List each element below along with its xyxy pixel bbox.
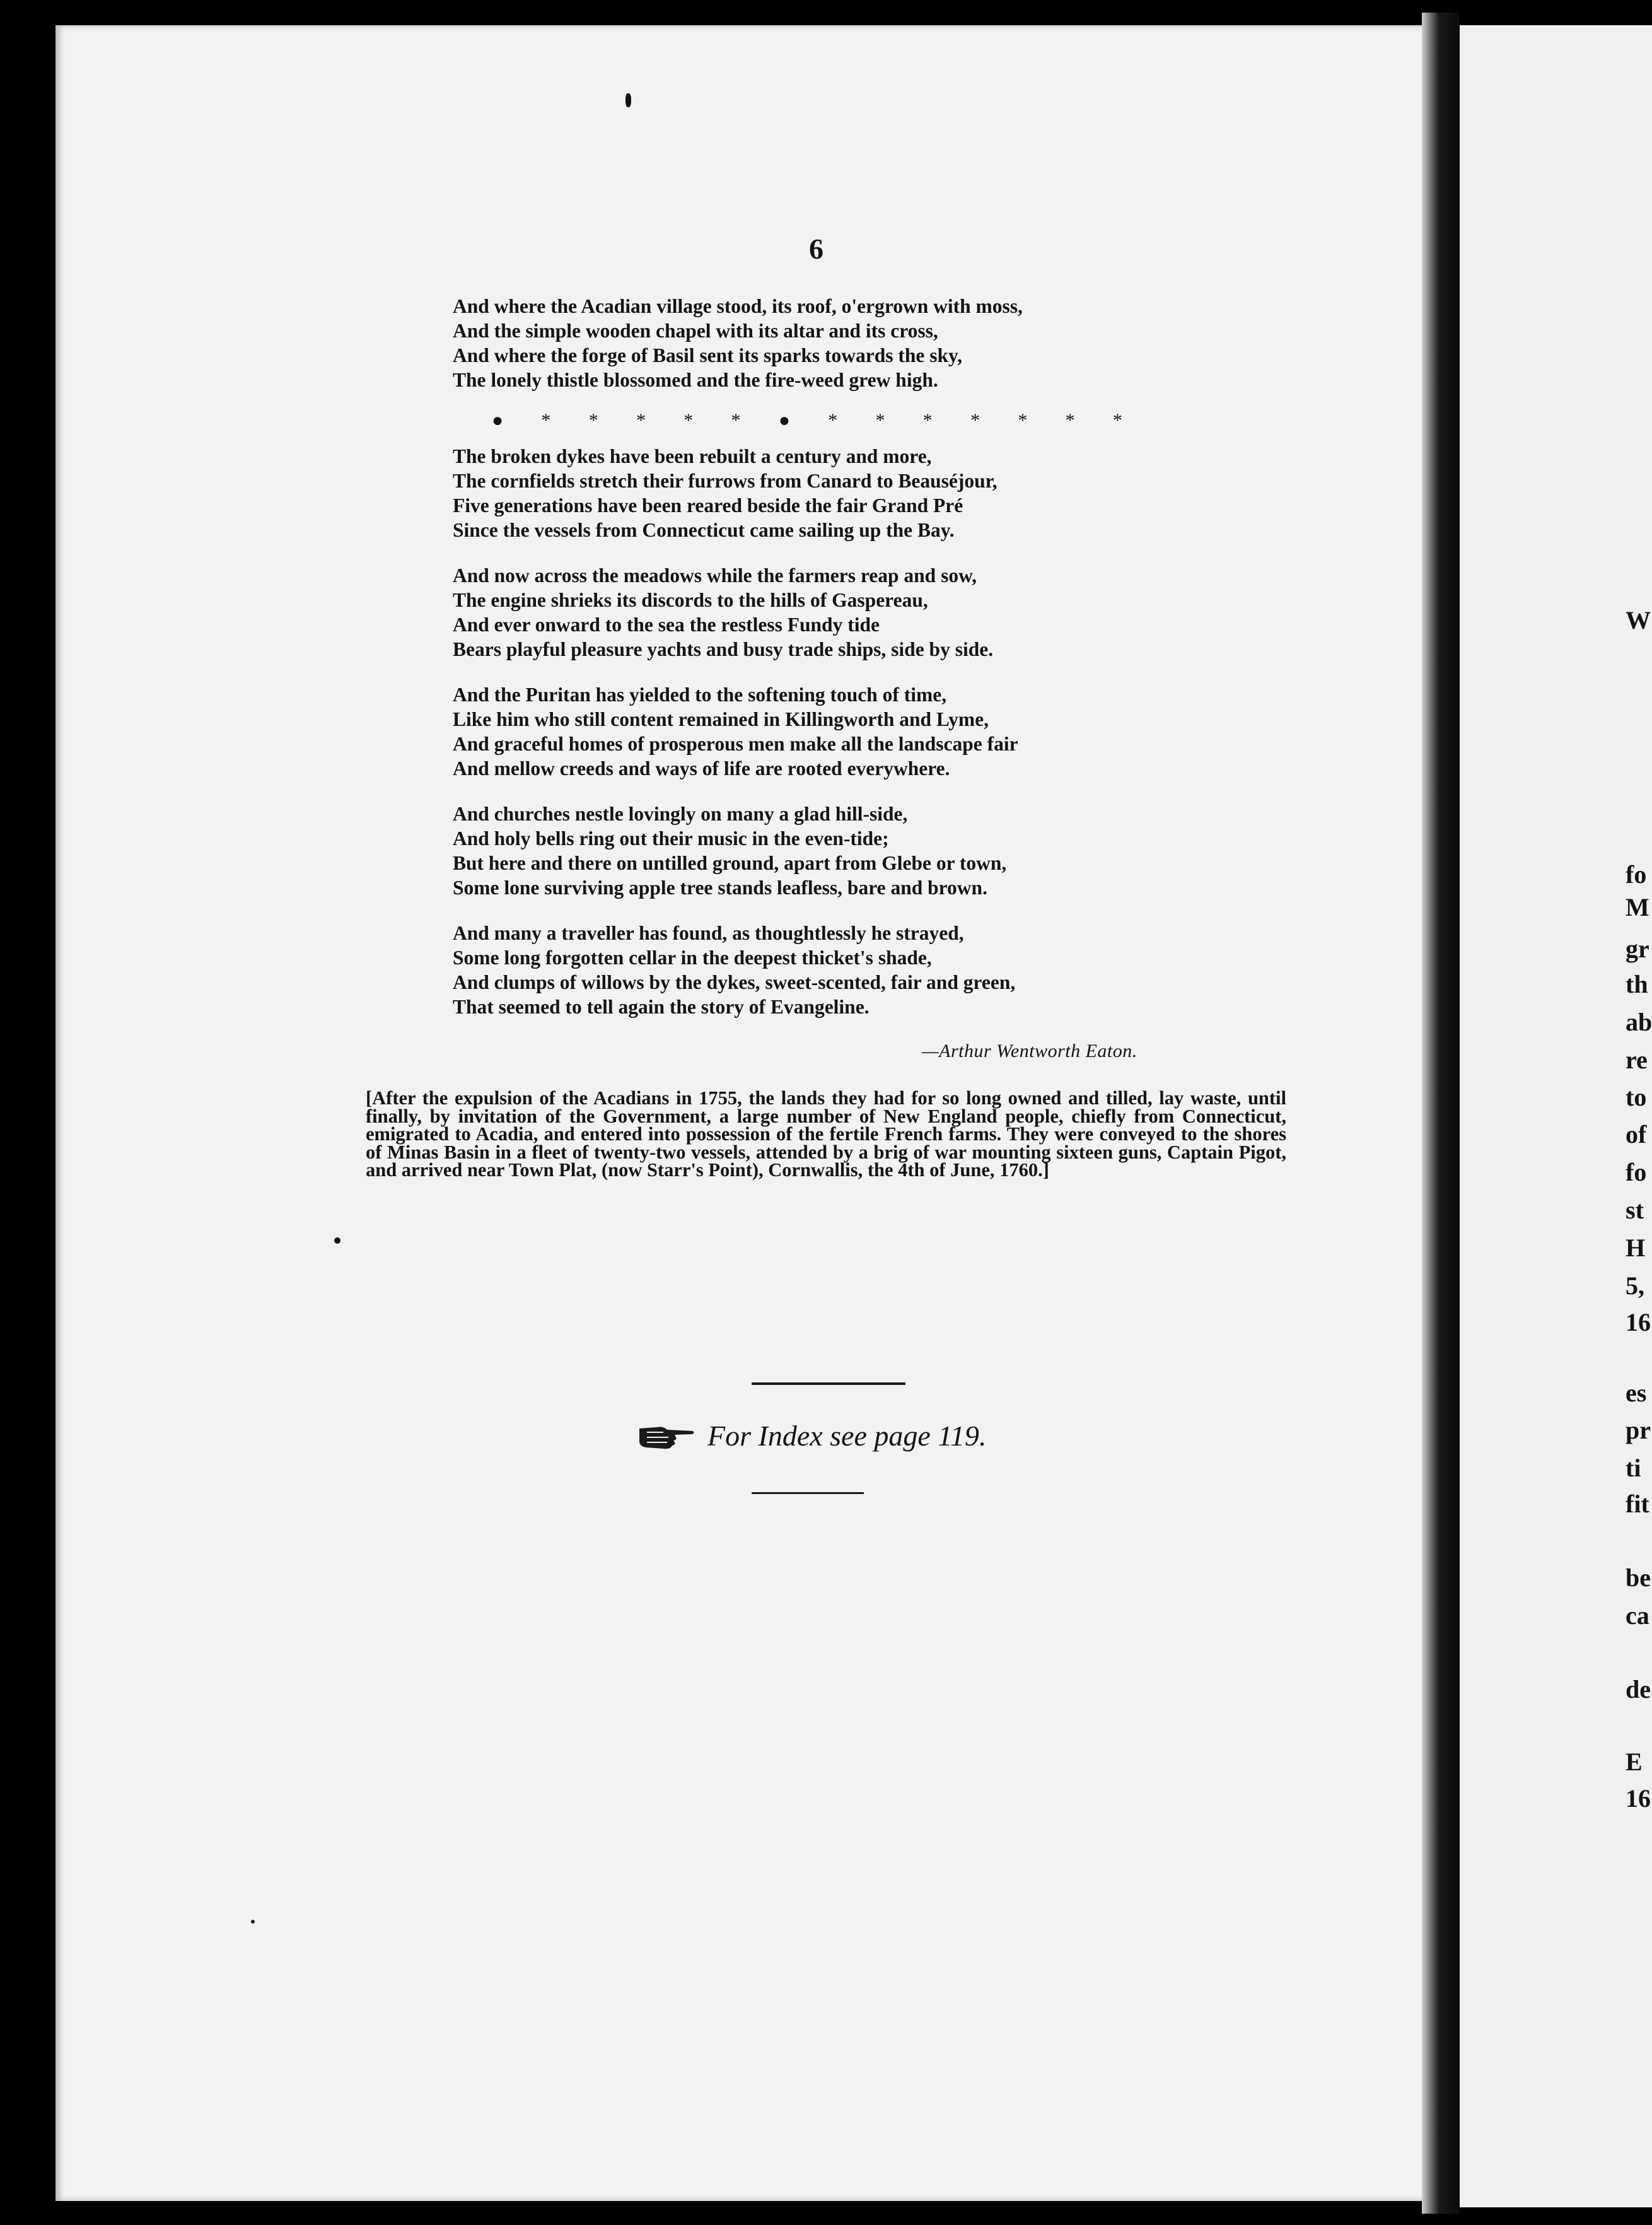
- poem-line: The lonely thistle blossomed and the fire-weed grew high.: [453, 369, 938, 391]
- index-reference-text: For Index see page 119.: [707, 1420, 987, 1452]
- stanza: [453, 921, 1209, 1019]
- text-fragment: gr: [1626, 935, 1649, 963]
- text-fragment: H: [1626, 1234, 1646, 1262]
- poem-line: The cornfields stretch their furrows from Canard to Beauséjour,: [453, 470, 998, 492]
- poem-line: And mellow creeds and ways of life are rooted everywhere.: [453, 757, 950, 780]
- poem-line: And where the forge of Basil sent its sparks towards the sky,: [453, 344, 962, 366]
- page-number: 6: [809, 233, 823, 265]
- stanza-separator: ● * * * * * ● * * * * * * *: [492, 410, 1122, 431]
- text-fragment: ti: [1626, 1454, 1641, 1482]
- text-fragment: be: [1626, 1563, 1651, 1592]
- ink-speck: [334, 1237, 340, 1244]
- poem-line: And now across the meadows while the farmers reap and sow,: [453, 564, 977, 587]
- poem-attribution: —Arthur Wentworth Eaton.: [922, 1041, 1137, 1061]
- ink-speck: [251, 1920, 255, 1924]
- poem-line: Five generations have been reared beside the fair Grand Pré: [453, 494, 963, 517]
- poem-line: And many a traveller has found, as thoughtlessly he strayed,: [453, 922, 964, 944]
- poem-line: Some lone surviving apple tree stands leafless, bare and brown.: [453, 877, 987, 899]
- poem-line: The engine shrieks its discords to the hills of Gaspereau,: [453, 589, 928, 611]
- poem-line: And where the Acadian village stood, its roof, o'ergrown with moss,: [453, 295, 1023, 317]
- text-fragment: pr: [1626, 1416, 1651, 1444]
- text-fragment: th: [1626, 970, 1648, 998]
- text-fragment: fit: [1626, 1490, 1649, 1518]
- poem-line: And the simple wooden chapel with its altar and its cross,: [453, 320, 938, 342]
- divider-top: [752, 1382, 905, 1385]
- book-gutter: [1422, 13, 1460, 2214]
- poem-line: And holy bells ring out their music in the even-tide;: [453, 827, 889, 850]
- poem-line: Some long forgotten cellar in the deepest thicket's shade,: [453, 947, 932, 969]
- poem-line: And graceful homes of prosperous men make all the landscape fair: [453, 733, 1018, 755]
- text-fragment: M: [1626, 893, 1649, 921]
- poem-line: Like him who still content remained in Killingworth and Lyme,: [453, 708, 989, 730]
- poem-line: Since the vessels from Connecticut came sailing up the Bay.: [453, 519, 955, 541]
- poem: [453, 294, 1209, 1040]
- poem-line: And clumps of willows by the dykes, sweet-scented, fair and green,: [453, 971, 1016, 993]
- text-fragment: fo: [1626, 1158, 1647, 1186]
- text-fragment: es: [1626, 1379, 1647, 1407]
- text-fragment: 16: [1626, 1784, 1651, 1813]
- stanza: [453, 802, 1209, 900]
- poem-line: That seemed to tell again the story of Evangeline.: [453, 996, 870, 1018]
- poem-line: Bears playful pleasure yachts and busy trade ships, side by side.: [453, 638, 994, 660]
- text-fragment: 16: [1626, 1308, 1651, 1336]
- text-fragment: ca: [1626, 1601, 1649, 1630]
- poem-line: And churches nestle lovingly on many a glad hill-side,: [453, 803, 908, 825]
- text-fragment: W: [1626, 606, 1651, 634]
- right-page: [1460, 25, 1652, 2207]
- stanza: [453, 563, 1209, 662]
- poem-line: The broken dykes have been rebuilt a century and more,: [453, 445, 932, 467]
- poem-line: And ever onward to the sea the restless Fundy tide: [453, 614, 880, 636]
- poem-line: But here and there on untilled ground, apart from Glebe or town,: [453, 852, 1007, 874]
- ink-speck: [625, 93, 631, 107]
- historical-note: [After the expulsion of the Acadians in 1755, the lands they had for so long owned and tilled, lay waste, until finally, by invitation of the Government, a large number of New England people, chiefly from Connecticut, emigrated to Acadia, and entered into possession of the fertile French farms. They were conveyed to the shores of Minas Basin in a fleet of twenty-two vessels, attended by a brig of war mounting sixteen guns, Captain Pigot, and arrived near Town Plat, (now Starr's Point), Cornwallis, the 4th of June, 1760.]: [366, 1087, 1286, 1181]
- text-fragment: ab: [1626, 1008, 1652, 1036]
- text-fragment: fo: [1626, 860, 1647, 889]
- poem-line: And the Puritan has yielded to the softening touch of time,: [453, 684, 947, 706]
- pointing-hand-icon: [638, 1422, 696, 1450]
- text-fragment: E: [1626, 1748, 1643, 1776]
- index-reference[interactable]: [638, 1419, 986, 1452]
- text-fragment: 5,: [1626, 1271, 1644, 1300]
- stanza: [453, 444, 1209, 542]
- stanza: [453, 682, 1209, 781]
- text-fragment: re: [1626, 1046, 1648, 1074]
- divider-bottom: [752, 1492, 864, 1494]
- text-fragment: st: [1626, 1196, 1644, 1224]
- stanza: [453, 294, 1209, 392]
- text-fragment: de: [1626, 1675, 1651, 1703]
- text-fragment: to: [1626, 1083, 1647, 1111]
- text-fragment: of: [1626, 1120, 1647, 1148]
